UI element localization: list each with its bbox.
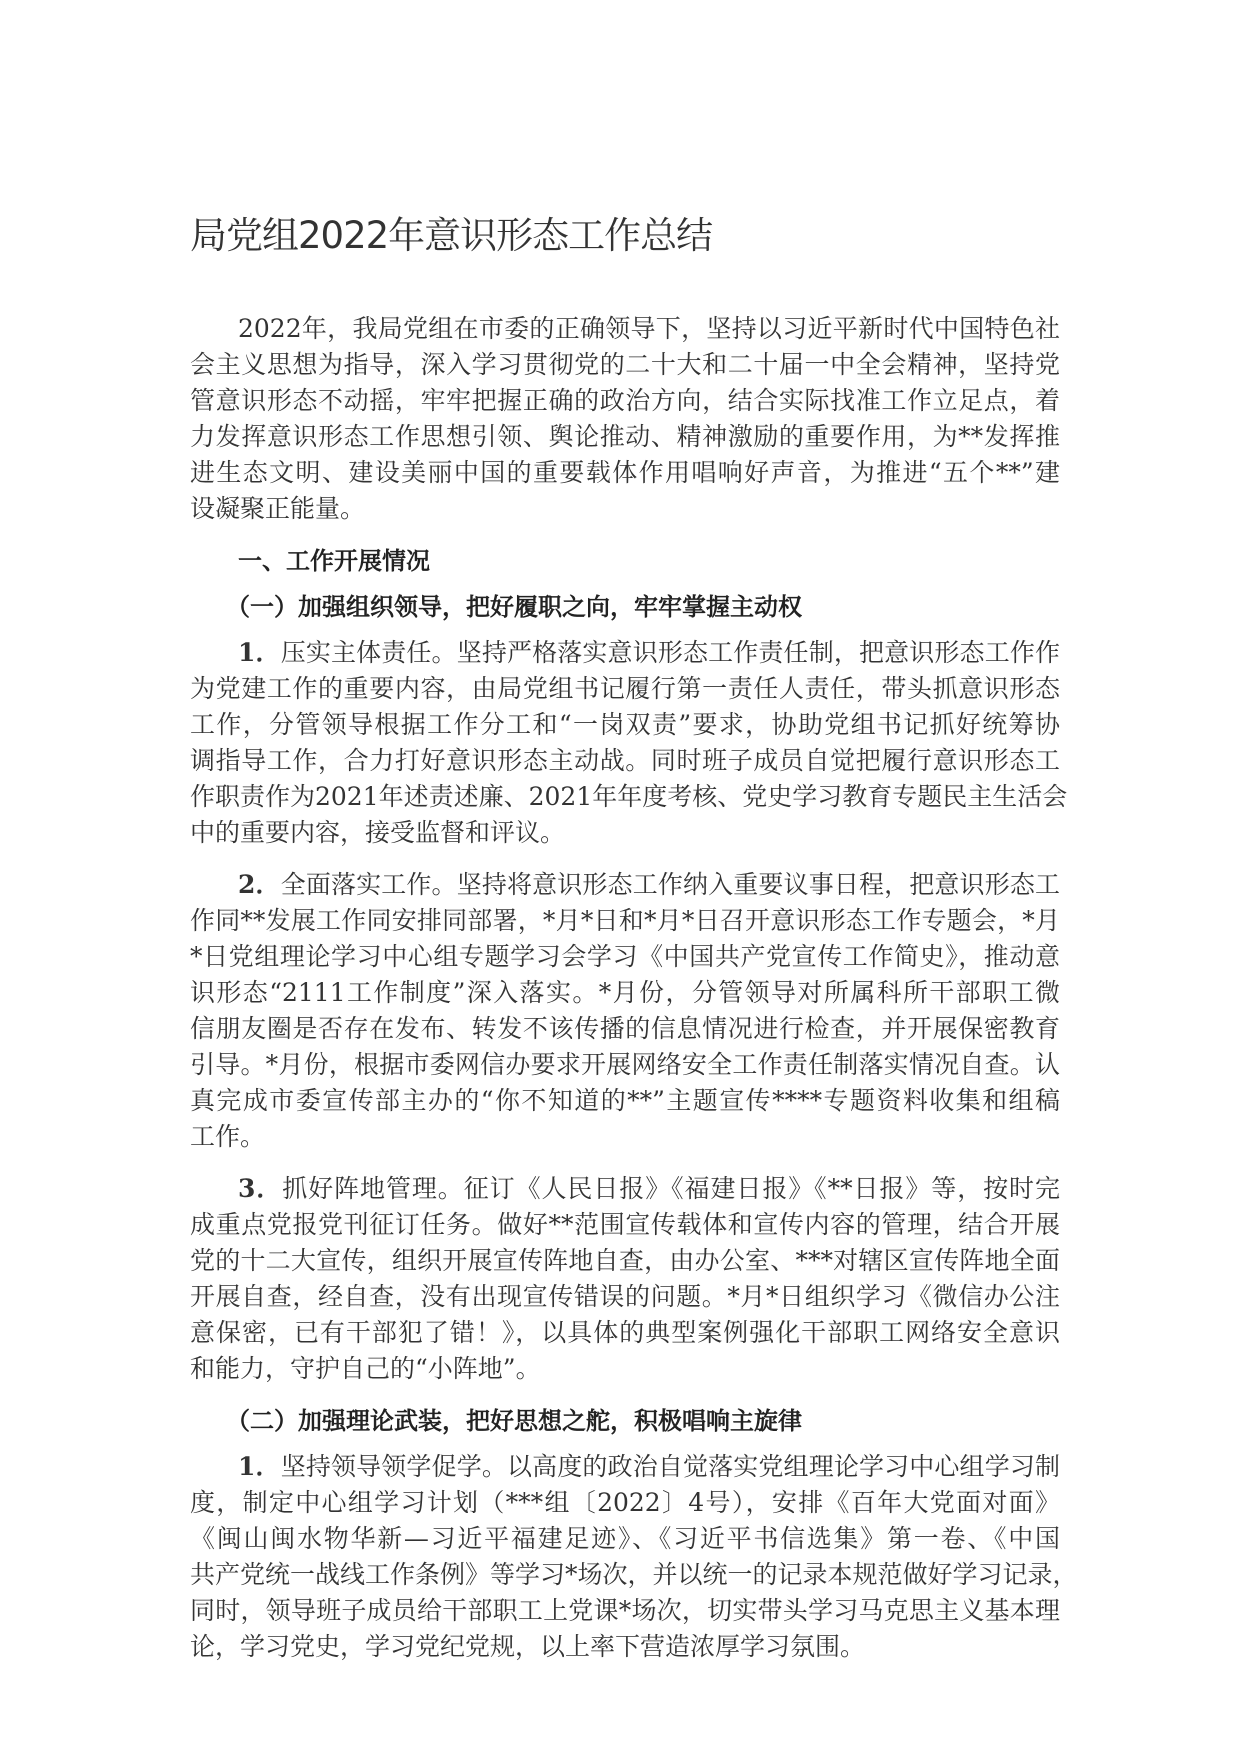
line-text: 识形态“2111工作制度”深入落实。*月份，分管领导对所属科所干部职工微	[190, 978, 1060, 1007]
paragraph-line	[190, 743, 1060, 779]
paragraph-line	[190, 347, 1060, 383]
line-text: 引导。*月份，根据市委网信办要求开展网络安全工作责任制落实情况自查。认	[190, 1050, 1060, 1079]
paragraph-line	[190, 707, 1060, 743]
line-text: 会主义思想为指导，深入学习贯彻党的二十大和二十届一中全会精神，坚持党	[190, 350, 1060, 379]
paragraph-line	[190, 1171, 1060, 1207]
paragraph-line	[190, 903, 1060, 939]
paragraph-line	[190, 455, 1060, 491]
line-text: 真完成市委宣传部主办的“你不知道的**”主题宣传****专题资料收集和组稿	[190, 1086, 1060, 1115]
paragraph-line	[190, 939, 1060, 975]
paragraph	[190, 635, 1068, 851]
paragraph-line	[190, 1521, 1060, 1557]
line-text: 抓好阵地管理。征订《人民日报》《福建日报》《**日报》等，按时完	[282, 1174, 1060, 1203]
paragraph-line	[190, 1011, 1060, 1047]
line-text: 度，制定中心组学习计划（***组〔2022〕4号），安排《百年大党面对面》	[190, 1488, 1060, 1517]
line-text: 全面落实工作。坚持将意识形态工作纳入重要议事日程，把意识形态工	[280, 870, 1060, 899]
line-text: 设凝聚正能量。	[190, 494, 366, 523]
line-text: 工作，分管领导根据工作分工和“一岗双责”要求，协助党组书记抓好统筹协	[190, 710, 1060, 739]
paragraph-line	[190, 815, 1060, 851]
document-page	[190, 205, 1078, 1681]
line-text: *日党组理论学习中心组专题学习会学习《中国共产党宣传工作简史》，推动意	[190, 942, 1060, 971]
paragraph-line	[190, 491, 1060, 527]
line-text: 坚持领导领学促学。以高度的政治自觉落实党组理论学习中心组学习制	[280, 1452, 1060, 1481]
line-text: 中的重要内容，接受监督和评议。	[190, 818, 566, 847]
line-text: 力发挥意识形态工作思想引领、舆论推动、精神激励的重要作用，为**发挥推	[190, 422, 1060, 451]
document-body	[190, 311, 1078, 1665]
paragraph-line	[190, 1315, 1060, 1351]
paragraph-line	[190, 779, 1068, 815]
paragraph-line	[190, 419, 1060, 455]
paragraph-line	[190, 1279, 1060, 1315]
line-text: 意保密，已有干部犯了错！》，以具体的典型案例强化干部职工网络安全意识	[190, 1318, 1060, 1347]
line-text: 论，学习党史，学习党纪党规，以上率下营造浓厚学习氛围。	[190, 1632, 866, 1661]
line-text: 为党建工作的重要内容，由局党组书记履行第一责任人责任，带头抓意识形态	[190, 674, 1060, 703]
paragraph-line	[190, 671, 1060, 707]
line-text: 同时，领导班子成员给干部职工上党课*场次，切实带头学习马克思主义基本理	[190, 1596, 1060, 1625]
line-text: 开展自查，经自查，没有出现宣传错误的问题。*月*日组织学习《微信办公注	[190, 1282, 1060, 1311]
paragraph-line	[190, 1243, 1060, 1279]
paragraph-line	[190, 1119, 1060, 1155]
paragraph-line	[190, 1557, 1078, 1593]
line-text: 进生态文明、建设美丽中国的重要载体作用唱响好声音，为推进“五个**”建	[190, 458, 1060, 487]
line-text: 作职责作为2021年述责述廉、2021年年度考核、党史学习教育专题民主生活会	[190, 782, 1068, 811]
paragraph-line	[190, 975, 1060, 1011]
paragraph-line	[190, 867, 1060, 903]
paragraph-line	[190, 311, 1060, 347]
paragraph	[190, 1171, 1060, 1387]
line-text: 党的十二大宣传，组织开展宣传阵地自查，由办公室、***对辖区宣传阵地全面	[190, 1246, 1060, 1275]
paragraph-line	[190, 635, 1060, 671]
line-text: 调指导工作，合力打好意识形态主动战。同时班子成员自觉把履行意识形态工	[190, 746, 1060, 775]
paragraph-line	[190, 1351, 1060, 1387]
line-text: 成重点党报党刊征订任务。做好**范围宣传载体和宣传内容的管理，结合开展	[190, 1210, 1060, 1239]
paragraph	[190, 867, 1060, 1155]
subsection-heading: （二）加强理论武装，把好思想之舵，积极唱响主旋律	[226, 1407, 802, 1435]
paragraph-line	[190, 1083, 1060, 1119]
item-number: 1．	[238, 638, 281, 667]
subsection-heading: （一）加强组织领导，把好履职之向，牢牢掌握主动权	[226, 593, 802, 621]
item-number: 3．	[238, 1174, 283, 1203]
line-text: 和能力，守护自己的“小阵地”。	[190, 1354, 541, 1383]
line-text: 工作。	[190, 1122, 266, 1151]
line-text: 信朋友圈是否存在发布、转发不该传播的信息情况进行检查，并开展保密教育	[190, 1014, 1060, 1043]
item-number: 1．	[238, 1452, 281, 1481]
paragraph-line	[190, 1207, 1060, 1243]
paragraph-line	[190, 383, 1060, 419]
line-text: 压实主体责任。坚持严格落实意识形态工作责任制，把意识形态工作作	[280, 638, 1060, 667]
paragraph-line	[190, 1449, 1060, 1485]
paragraph-line	[190, 1485, 1060, 1521]
line-text: 管意识形态不动摇，牢牢把握正确的政治方向，结合实际找准工作立足点，着	[190, 386, 1060, 415]
paragraph-line	[190, 1629, 1060, 1665]
line-text: 共产党统一战线工作条例》等学习*场次，并以统一的记录本规范做好学习记录，	[190, 1560, 1078, 1589]
paragraph-line	[190, 1593, 1060, 1629]
paragraph-line	[190, 1047, 1060, 1083]
item-number: 2．	[238, 870, 281, 899]
line-text: 作同**发展工作同安排同部署，*月*日和*月*日召开意识形态工作专题会，*月	[190, 906, 1060, 935]
section-heading: 一、工作开展情况	[238, 547, 430, 575]
paragraph	[190, 1449, 1078, 1665]
line-text: 《闽山闽水物华新—习近平福建足迹》、《习近平书信选集》第一卷、《中国	[190, 1524, 1060, 1553]
document-title: 局党组2022年意识形态工作总结	[190, 214, 713, 257]
paragraph	[190, 311, 1060, 527]
line-text: 2022年，我局党组在市委的正确领导下，坚持以习近平新时代中国特色社	[238, 314, 1060, 343]
